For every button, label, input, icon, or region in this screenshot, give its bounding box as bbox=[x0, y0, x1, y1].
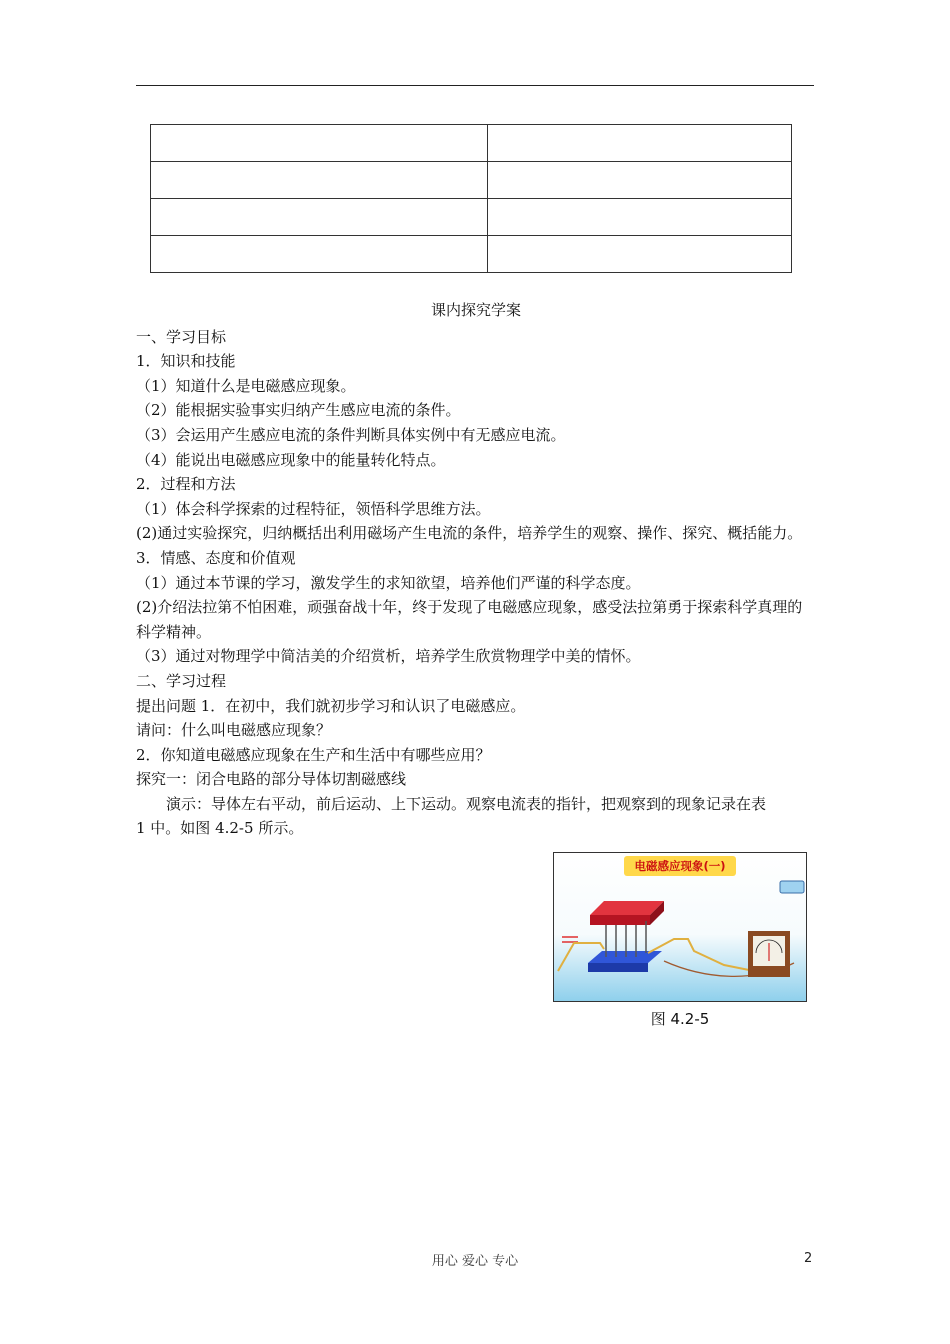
text-line: 探究一：闭合电路的部分导体切割磁感线 bbox=[136, 770, 407, 789]
table-cell bbox=[488, 125, 792, 162]
page-number: 2 bbox=[804, 1251, 813, 1266]
text-line: 请问：什么叫电磁感应现象？ bbox=[136, 721, 332, 740]
figure-caption: 图 4.2-5 bbox=[650, 1010, 710, 1028]
table-row bbox=[151, 162, 792, 199]
text-line: （3）通过对物理学中简洁美的介绍赏析，培养学生欣赏物理学中美的情怀。 bbox=[136, 647, 641, 666]
electromagnetic-induction-illustration bbox=[554, 853, 806, 1001]
table-row bbox=[151, 236, 792, 273]
text-line: 3．情感、态度和价值观 bbox=[136, 548, 296, 567]
figure-title: 电磁感应现象(一) bbox=[634, 859, 726, 873]
text-line: （1）知道什么是电磁感应现象。 bbox=[136, 376, 356, 395]
button-shape bbox=[780, 881, 804, 893]
footer-text: 用心 爱心 专心 bbox=[431, 1254, 519, 1269]
text-line: 2．过程和方法 bbox=[136, 475, 236, 494]
table-cell bbox=[488, 199, 792, 236]
text-line: （1）体会科学探索的过程特征，领悟科学思维方法。 bbox=[136, 499, 491, 518]
table-cell bbox=[151, 199, 488, 236]
table-cell bbox=[151, 236, 488, 273]
figure-image bbox=[553, 852, 807, 1002]
demo-text: 1 中。如图 4.2-5 所示。 bbox=[136, 819, 304, 838]
text-line: 提出问题 1．在初中，我们就初步学习和认识了电磁感应。 bbox=[136, 696, 526, 715]
text-line: （3）会运用产生感应电流的条件判断具体实例中有无感应电流。 bbox=[136, 425, 566, 444]
text-line: （2）能根据实验事实归纳产生感应电流的条件。 bbox=[136, 401, 461, 420]
demo-text: 演示：导体左右平动，前后运动、上下运动。观察电流表的指针，把观察到的现象记录在表 bbox=[166, 794, 767, 813]
table-cell bbox=[488, 162, 792, 199]
text-line: 1．知识和技能 bbox=[136, 352, 236, 371]
section-heading: 课内探究学案 bbox=[430, 301, 521, 319]
table-row bbox=[151, 199, 792, 236]
text-line: 一、学习目标 bbox=[136, 327, 227, 346]
text-line: 2．你知道电磁感应现象在生产和生活中有哪些应用？ bbox=[136, 745, 491, 764]
table-row bbox=[151, 125, 792, 162]
blank-table bbox=[150, 124, 792, 273]
text-line: （1）通过本节课的学习，激发学生的求知欲望，培养他们严谨的科学态度。 bbox=[136, 573, 641, 592]
document-body bbox=[136, 298, 816, 841]
header-rule bbox=[136, 85, 814, 86]
text-line: (2)介绍法拉第不怕困难，顽强奋战十年，终于发现了电磁感应现象，感受法拉第勇于探索科学真理的科学精神。 bbox=[136, 598, 803, 641]
magnet-south bbox=[588, 963, 648, 972]
table-cell bbox=[488, 236, 792, 273]
text-line: 二、学习过程 bbox=[136, 671, 227, 690]
table-cell bbox=[151, 162, 488, 199]
text-line: (2)通过实验探究，归纳概括出利用磁场产生电流的条件，培养学生的观察、操作、探究、概括能力。 bbox=[136, 524, 803, 543]
table-cell bbox=[151, 125, 488, 162]
text-line: （4）能说出电磁感应现象中的能量转化特点。 bbox=[136, 450, 446, 469]
magnet-north bbox=[590, 915, 650, 925]
